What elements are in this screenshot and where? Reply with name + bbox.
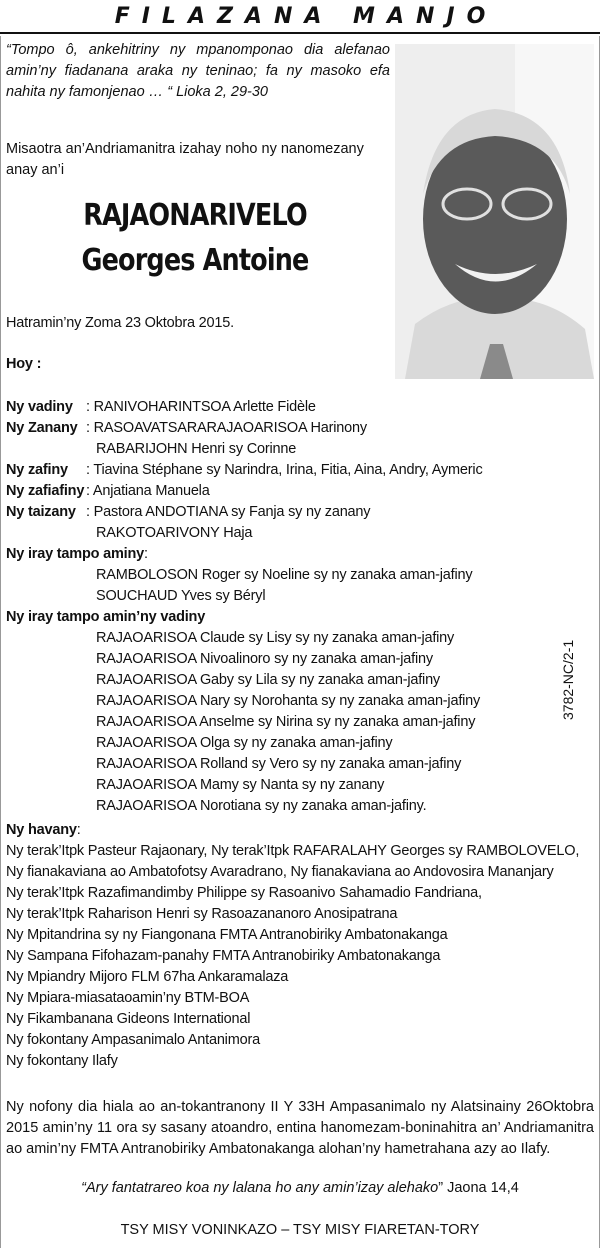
list-item: RAJAOARISOA Norotiana sy ny zanaka aman-jafiny. [96,798,427,814]
deceased-surname: RAJAONARIVELO [83,198,307,233]
vadiny-value: : RANIVOHARINTSOA Arlette Fidèle [86,399,316,415]
list-item: RAJAOARISOA Olga sy ny zanaka aman-jafiny [96,735,393,751]
zafiafiny-value: : Anjatiana Manuela [86,483,210,499]
zanany-value-2: RABARIJOHN Henri sy Corinne [96,441,297,457]
list-item: RAJAOARISOA Anselme sy Nirina sy ny zanaka aman-jafiny [96,714,476,730]
intro-text: Misaotra an’Andriamanitra izahay noho ny nanomezany anay an’i [6,141,364,178]
tampo-aminy-colon: : [144,546,148,562]
list-item: Ny Sampana Fifohazam-panahy FMTA Antranobiriky Ambatonakanga [6,948,441,964]
list-item: Ny fianakaviana ao Ambatofotsy Avaradrano, Ny fianakaviana ao Andovosira Mananjary [6,864,554,880]
taizany-value: : Pastora ANDOTIANA sy Fanja sy ny zanany [86,504,371,520]
list-item: Ny Mpitandrina sy ny Fiangonana FMTA Antranobiriky Ambatonakanga [6,927,448,943]
list-item: Ny terak’Itpk Raharison Henri sy Rasoazananoro Anosipatrana [6,906,398,922]
date-line: Hatramin’ny Zoma 23 Oktobra 2015. [6,315,234,331]
list-item: Ny Mpiandry Mijoro FLM 67ha Ankaramalaza [6,969,289,985]
taizany-label: Ny taizany [6,504,76,520]
list-item: RAJAOARISOA Nary sy Norohanta sy ny zanaka aman-jafiny [96,693,481,709]
list-item: RAJAOARISOA Mamy sy Nanta sy ny zanany [96,777,385,793]
list-item: RAJAOARISOA Nivoalinoro sy ny zanaka aman-jafiny [96,651,433,667]
page-title: FILAZANA MANJO [114,3,498,29]
verse-text: “Ary fantatrareo koa ny lalana ho any amin’izay alehako [81,1180,439,1196]
list-item: Ny terak’Itpk Razafimandimby Philippe sy Rasoanivo Sahamadio Fandriana, [6,885,482,901]
hoy-label: Hoy : [6,356,42,372]
tampo-aminy-label: Ny iray tampo aminy [6,546,145,562]
zanany-value: : RASOAVATSARARAJAOARISOA Harinony [86,420,367,436]
footer-note: TSY MISY VONINKAZO – TSY MISY FIARETAN-TORY [120,1222,480,1238]
tampo-vadiny-label: Ny iray tampo amin’ny vadiny [6,609,206,625]
zanany-label: Ny Zanany [6,420,78,436]
portrait-illustration [395,44,594,379]
list-item: Ny Mpiara-miasataoamin’ny BTM-BOA [6,990,250,1006]
list-item: RAMBOLOSON Roger sy Noeline sy ny zanaka aman-jafiny [96,567,473,583]
closing-verse [0,1180,600,1196]
opening-quote: “Tompo ô, ankehitriny ny mpanomponao dia alefanao amin’ny fiadanana araka ny teninao; fa ny masoko efa nahita ny famonjenao … “ Lioka 2, 29-30 [6,42,390,100]
tampo-aminy-heading [6,544,148,565]
verse-reference: ” Jaona 14,4 [438,1180,519,1196]
havany-label: Ny havany [6,822,77,838]
havany-colon: : [76,822,81,838]
zafiafiny-label: Ny zafiafiny [6,483,85,499]
list-item: Ny Fikambanana Gideons International [6,1011,251,1027]
list-item: Ny terak’Itpk Pasteur Rajaonary, Ny terak’Itpk RAFARALAHY Georges sy RAMBOLOVELO, [6,843,580,859]
deceased-given-names: Georges Antoine [81,243,309,278]
list-item: SOUCHAUD Yves sy Béryl [96,588,266,604]
reference-code: 3782-NC/2-1 [560,639,576,720]
havany-heading [6,820,81,841]
taizany-value-2: RAKOTOARIVONY Haja [96,525,253,541]
list-item: RAJAOARISOA Claude sy Lisy sy ny zanaka aman-jafiny [96,630,455,646]
list-item: RAJAOARISOA Rolland sy Vero sy ny zanaka aman-jafiny [96,756,462,772]
list-item: Ny fokontany Ilafy [6,1053,118,1069]
list-item: RAJAOARISOA Gaby sy Lila sy ny zanaka aman-jafiny [96,672,440,688]
header-bar [0,0,600,34]
zafiny-value: : Tiavina Stéphane sy Narindra, Irina, Fitia, Aina, Andry, Aymeric [86,462,483,478]
zafiny-label: Ny zafiny [6,462,68,478]
list-item: Ny fokontany Ampasanimalo Antanimora [6,1032,260,1048]
ceremony-paragraph: Ny nofony dia hiala ao an-tokantranony II Y 33H Ampasanimalo ny Alatsinainy 26Oktobra 2015 amin’ny 11 ora sy sasany atoandro, entina hanomezam-boninahitra an’ Andriamanitra ao amin’ny FMTA Antranobiriky Ambatonakanga alohan’ny hametrahana azy ao Ilafy. [6,1099,594,1157]
vadiny-label: Ny vadiny [6,399,73,415]
portrait-photo [395,44,594,379]
